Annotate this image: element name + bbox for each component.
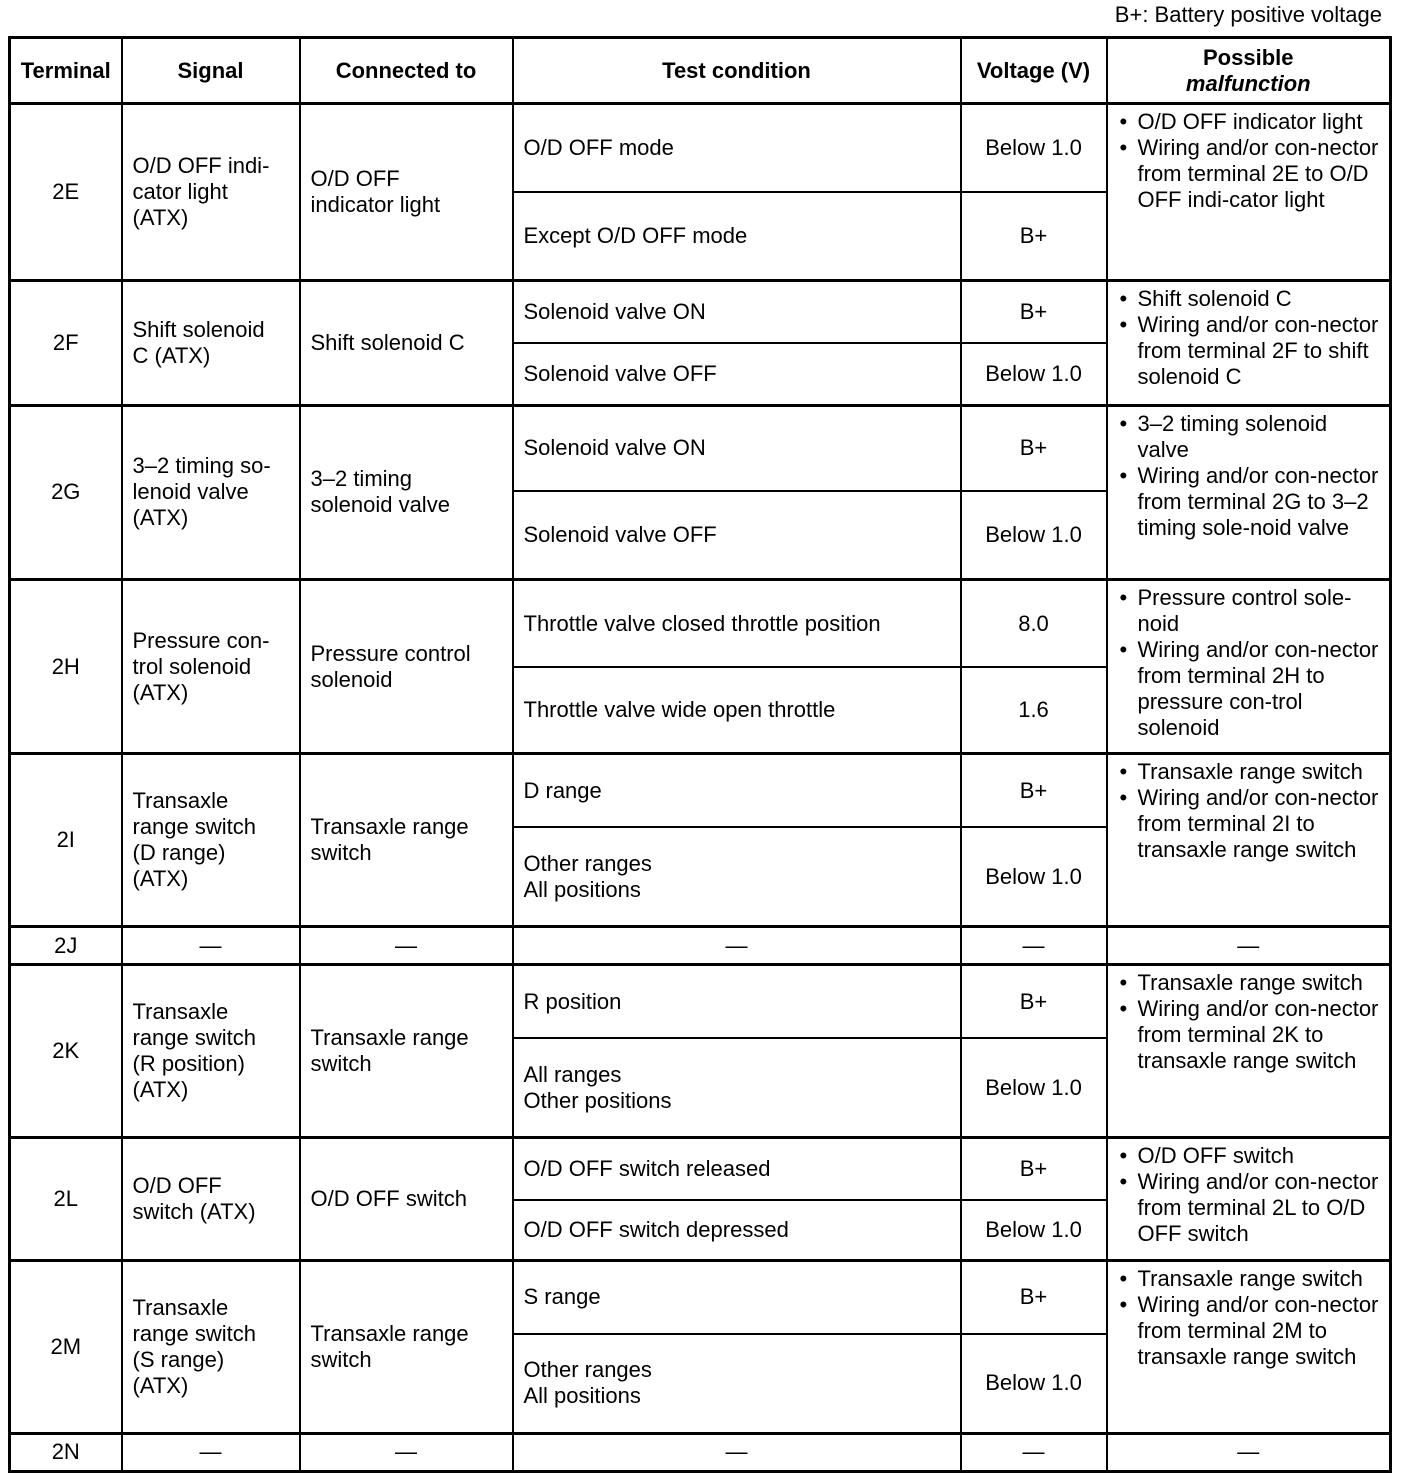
connected-to-cell: O/D OFF indicator light: [300, 104, 513, 281]
legend-note: B+: Battery positive voltage: [1114, 2, 1382, 27]
header-terminal: Terminal: [10, 38, 122, 104]
voltage-cell: B+: [961, 280, 1107, 342]
terminal-cell: 2L: [10, 1138, 122, 1261]
test-condition-cell: Solenoid valve OFF: [513, 343, 961, 405]
header-signal: Signal: [122, 38, 300, 104]
malfunction-cell: [1107, 754, 1391, 927]
dash-cell: —: [300, 927, 513, 965]
malfunction-item: • Transaxle range switch: [1116, 1266, 1384, 1292]
test-condition-cell: D range: [513, 754, 961, 827]
test-condition-cell: R position: [513, 965, 961, 1038]
voltage-cell: Below 1.0: [961, 1038, 1107, 1138]
malfunction-item: • Transaxle range switch: [1116, 759, 1384, 785]
terminal-cell: 2N: [10, 1433, 122, 1471]
signal-cell: Pressure con- trol solenoid (ATX): [122, 580, 300, 754]
test-condition-cell: Except O/D OFF mode: [513, 192, 961, 280]
malfunction-cell: [1107, 965, 1391, 1138]
header-test-condition: Test condition: [513, 38, 961, 104]
voltage-cell: 1.6: [961, 667, 1107, 753]
signal-cell: Shift solenoid C (ATX): [122, 280, 300, 405]
malfunction-item: • O/D OFF indicator light: [1116, 109, 1384, 135]
malfunction-item: • Shift solenoid C: [1116, 286, 1384, 312]
malfunction-list: [1116, 970, 1384, 1074]
malfunction-item: • Pressure control sole-noid: [1116, 585, 1384, 637]
terminal-cell: 2J: [10, 927, 122, 965]
dash-cell: —: [1107, 927, 1391, 965]
signal-cell: Transaxle range switch (D range) (ATX): [122, 754, 300, 927]
signal-cell: Transaxle range switch (R position) (ATX): [122, 965, 300, 1138]
malfunction-item: • Transaxle range switch: [1116, 970, 1384, 996]
table-row: [10, 1433, 1391, 1471]
malfunction-item: • Wiring and/or con-nector from terminal 2H to pressure con-trol solenoid: [1116, 637, 1384, 741]
connected-to-cell: Transaxle range switch: [300, 1260, 513, 1433]
malfunction-item: • Wiring and/or con-nector from terminal 2M to transaxle range switch: [1116, 1292, 1384, 1370]
table-row: [10, 405, 1391, 491]
dash-cell: —: [122, 927, 300, 965]
voltage-cell: Below 1.0: [961, 104, 1107, 192]
voltage-cell: B+: [961, 192, 1107, 280]
voltage-cell: Below 1.0: [961, 491, 1107, 579]
malfunction-list: [1116, 109, 1384, 213]
terminal-cell: 2M: [10, 1260, 122, 1433]
malfunction-cell: [1107, 580, 1391, 754]
dash-cell: —: [513, 927, 961, 965]
test-condition-cell: Other ranges All positions: [513, 827, 961, 927]
terminal-cell: 2F: [10, 280, 122, 405]
malfunction-list: [1116, 585, 1384, 741]
test-condition-cell: Solenoid valve OFF: [513, 491, 961, 579]
signal-cell: O/D OFF indi- cator light (ATX): [122, 104, 300, 281]
dash-cell: —: [513, 1433, 961, 1471]
dash-cell: —: [1107, 1433, 1391, 1471]
header-malfunction-line2: malfunction: [1185, 70, 1311, 96]
voltage-cell: B+: [961, 754, 1107, 827]
voltage-cell: B+: [961, 965, 1107, 1038]
header-possible-malfunction: [1107, 38, 1391, 104]
header-voltage: Voltage (V): [961, 38, 1107, 104]
malfunction-cell: [1107, 104, 1391, 281]
malfunction-item: • Wiring and/or con-nector from terminal 2F to shift solenoid C: [1116, 312, 1384, 390]
voltage-cell: B+: [961, 405, 1107, 491]
dash-cell: —: [961, 927, 1107, 965]
malfunction-list: [1116, 286, 1384, 390]
connected-to-cell: Transaxle range switch: [300, 754, 513, 927]
test-condition-cell: O/D OFF mode: [513, 104, 961, 192]
terminal-cell: 2I: [10, 754, 122, 927]
table-row: [10, 754, 1391, 827]
test-condition-cell: All ranges Other positions: [513, 1038, 961, 1138]
malfunction-list: [1116, 1143, 1384, 1247]
test-condition-cell: Other ranges All positions: [513, 1334, 961, 1434]
malfunction-cell: [1107, 1138, 1391, 1261]
table-row: [10, 1260, 1391, 1333]
terminal-voltage-table: [8, 36, 1392, 1473]
test-condition-cell: Throttle valve wide open throttle: [513, 667, 961, 753]
terminal-cell: 2E: [10, 104, 122, 281]
table-row: [10, 104, 1391, 192]
connected-to-cell: Transaxle range switch: [300, 965, 513, 1138]
terminal-cell: 2K: [10, 965, 122, 1138]
malfunction-item: • O/D OFF switch: [1116, 1143, 1384, 1169]
signal-cell: 3–2 timing so- lenoid valve (ATX): [122, 405, 300, 580]
terminal-cell: 2G: [10, 405, 122, 580]
test-condition-cell: O/D OFF switch depressed: [513, 1200, 961, 1260]
malfunction-item: • Wiring and/or con-nector from terminal 2I to transaxle range switch: [1116, 785, 1384, 863]
malfunction-list: [1116, 759, 1384, 863]
malfunction-item: • Wiring and/or con-nector from terminal 2K to transaxle range switch: [1116, 996, 1384, 1074]
voltage-cell: Below 1.0: [961, 1200, 1107, 1260]
voltage-cell: B+: [961, 1260, 1107, 1333]
test-condition-cell: Solenoid valve ON: [513, 280, 961, 342]
dash-cell: —: [300, 1433, 513, 1471]
test-condition-cell: Throttle valve closed throttle position: [513, 580, 961, 667]
voltage-cell: Below 1.0: [961, 827, 1107, 927]
malfunction-list: [1116, 1266, 1384, 1370]
malfunction-cell: [1107, 280, 1391, 405]
malfunction-cell: [1107, 1260, 1391, 1433]
table-row: [10, 1138, 1391, 1200]
header-row: [10, 38, 1391, 104]
test-condition-cell: Solenoid valve ON: [513, 405, 961, 491]
connected-to-cell: 3–2 timing solenoid valve: [300, 405, 513, 580]
terminal-cell: 2H: [10, 580, 122, 754]
voltage-cell: 8.0: [961, 580, 1107, 667]
connected-to-cell: O/D OFF switch: [300, 1138, 513, 1261]
signal-cell: O/D OFF switch (ATX): [122, 1138, 300, 1261]
test-condition-cell: S range: [513, 1260, 961, 1333]
test-condition-cell: O/D OFF switch released: [513, 1138, 961, 1200]
signal-cell: Transaxle range switch (S range) (ATX): [122, 1260, 300, 1433]
malfunction-list: [1116, 411, 1384, 541]
table-row: [10, 580, 1391, 667]
table-row: [10, 965, 1391, 1038]
malfunction-cell: [1107, 405, 1391, 580]
header-malfunction-line1: Possible: [1203, 44, 1294, 70]
voltage-cell: Below 1.0: [961, 343, 1107, 405]
malfunction-item: • Wiring and/or con-nector from terminal 2L to O/D OFF switch: [1116, 1169, 1384, 1247]
voltage-cell: Below 1.0: [961, 1334, 1107, 1434]
header-connected-to: Connected to: [300, 38, 513, 104]
malfunction-item: • Wiring and/or con-nector from terminal 2E to O/D OFF indi-cator light: [1116, 135, 1384, 213]
connected-to-cell: Pressure control solenoid: [300, 580, 513, 754]
voltage-cell: B+: [961, 1138, 1107, 1200]
malfunction-item: • Wiring and/or con-nector from terminal 2G to 3–2 timing sole-noid valve: [1116, 463, 1384, 541]
table-row: [10, 280, 1391, 342]
table-row: [10, 927, 1391, 965]
connected-to-cell: Shift solenoid C: [300, 280, 513, 405]
dash-cell: —: [122, 1433, 300, 1471]
dash-cell: —: [961, 1433, 1107, 1471]
malfunction-item: • 3–2 timing solenoid valve: [1116, 411, 1384, 463]
